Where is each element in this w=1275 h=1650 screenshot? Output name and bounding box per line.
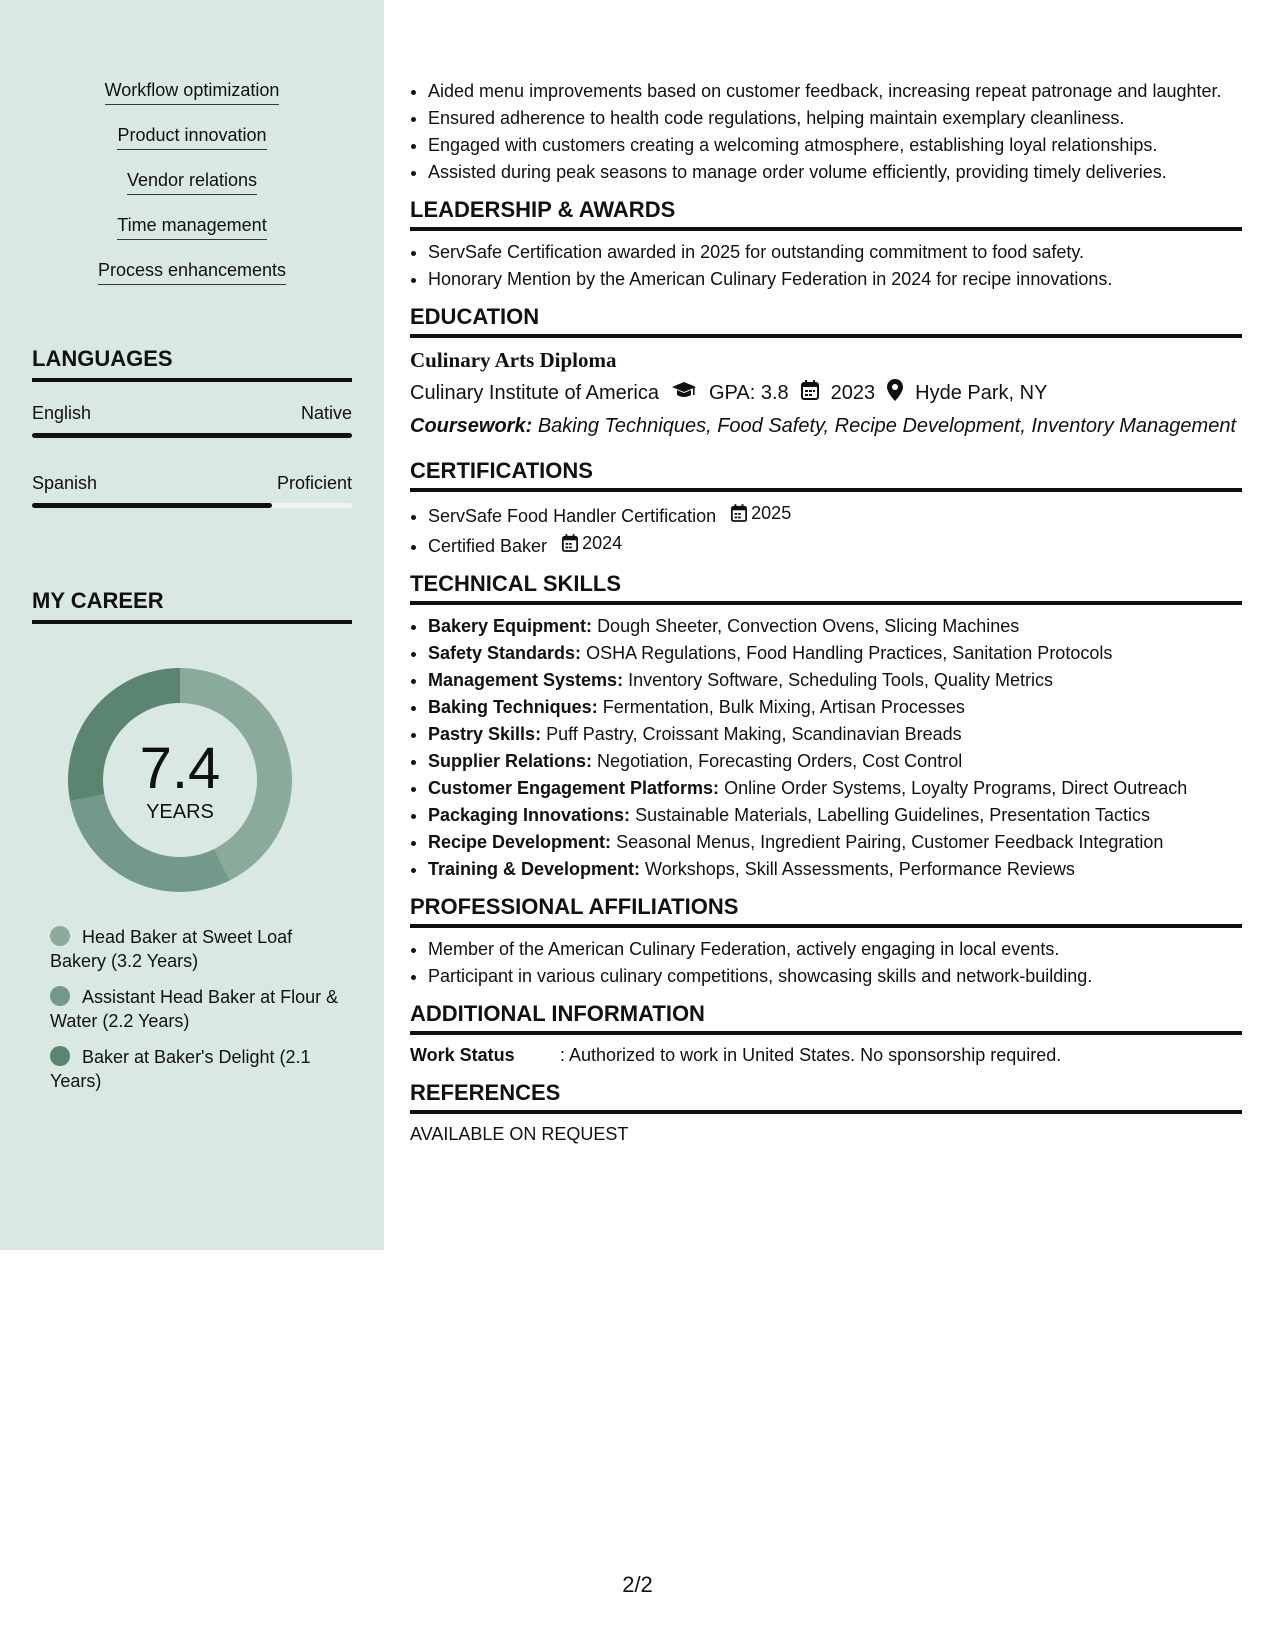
affiliations-heading: PROFESSIONAL AFFILIATIONS bbox=[410, 894, 1242, 928]
experience-bullets bbox=[410, 80, 1242, 183]
calendar-icon bbox=[731, 504, 747, 522]
technical-skills-list bbox=[410, 615, 1242, 880]
skill-item bbox=[428, 696, 1242, 718]
skill-label: Bakery Equipment: bbox=[428, 616, 593, 636]
certifications-list bbox=[410, 502, 1242, 557]
additional-info-heading: ADDITIONAL INFORMATION bbox=[410, 1001, 1242, 1035]
language-row bbox=[32, 473, 352, 494]
skill-label: Training & Development: bbox=[428, 859, 641, 879]
skill-list bbox=[0, 80, 384, 305]
career-unit: YEARS bbox=[146, 801, 214, 823]
legend-dot bbox=[50, 986, 70, 1006]
career-total: 7.4 bbox=[139, 736, 221, 801]
skill-value: Puff Pastry, Croissant Making, Scandinavian Breads bbox=[546, 724, 962, 744]
main-content bbox=[410, 80, 1242, 1145]
legend-dot bbox=[50, 926, 70, 946]
education-heading: EDUCATION bbox=[410, 304, 1242, 338]
technical-skills-heading: TECHNICAL SKILLS bbox=[410, 571, 1242, 605]
graduation-cap-icon bbox=[671, 380, 697, 406]
skill-tag: Process enhancements bbox=[98, 260, 286, 285]
skill-item bbox=[428, 615, 1242, 637]
skill-item bbox=[428, 669, 1242, 691]
language-bar bbox=[32, 433, 352, 438]
skill-item bbox=[428, 858, 1242, 880]
skill-tag: Product innovation bbox=[117, 125, 266, 150]
skill-label: Management Systems: bbox=[428, 670, 624, 690]
skill-value: Sustainable Materials, Labelling Guidelines, Presentation Tactics bbox=[635, 805, 1151, 825]
list-item: • Engaged with customers creating a welcoming atmosphere, establishing loyal relationships. bbox=[428, 134, 1242, 156]
skill-label: Supplier Relations: bbox=[428, 751, 593, 771]
school-location: Hyde Park, NY bbox=[915, 381, 1048, 404]
skill-item bbox=[428, 750, 1242, 772]
skill-value: Online Order Systems, Loyalty Programs, Direct Outreach bbox=[724, 778, 1188, 798]
certification-year: 2025 bbox=[751, 503, 792, 523]
work-status-value: : Authorized to work in United States. No sponsorship required. bbox=[560, 1045, 1062, 1065]
language-row bbox=[32, 403, 352, 424]
references-heading: REFERENCES bbox=[410, 1080, 1242, 1114]
skill-item bbox=[428, 777, 1242, 799]
location-pin-icon bbox=[887, 379, 903, 407]
page-number: 2/2 bbox=[622, 1572, 653, 1597]
skill-value: Fermentation, Bulk Mixing, Artisan Processes bbox=[602, 697, 965, 717]
work-status-label: Work Status bbox=[410, 1045, 515, 1065]
skill-label: Safety Standards: bbox=[428, 643, 582, 663]
list-item: • Aided menu improvements based on customer feedback, increasing repeat patronage and laughter. bbox=[428, 80, 1242, 102]
skill-label: Customer Engagement Platforms: bbox=[428, 778, 720, 798]
leadership-list bbox=[410, 241, 1242, 290]
career-heading: MY CAREER bbox=[32, 588, 352, 624]
skill-value: Seasonal Menus, Ingredient Pairing, Customer Feedback Integration bbox=[616, 832, 1164, 852]
graduation-year: 2023 bbox=[830, 381, 876, 404]
language-bar-fill bbox=[32, 503, 272, 508]
language-bar-fill bbox=[32, 433, 352, 438]
sidebar bbox=[0, 0, 384, 1250]
certification-item bbox=[428, 502, 1242, 527]
coursework bbox=[410, 415, 1242, 438]
school-name: Culinary Institute of America bbox=[410, 381, 659, 404]
degree-title: Culinary Arts Diploma bbox=[410, 348, 617, 372]
certification-date bbox=[562, 532, 622, 554]
language-level: Proficient bbox=[276, 473, 352, 493]
skill-tag: Vendor relations bbox=[127, 170, 257, 195]
skill-item bbox=[428, 642, 1242, 664]
coursework-label: Coursework: bbox=[410, 415, 533, 437]
list-item: • Member of the American Culinary Federation, actively engaging in local events. bbox=[428, 938, 1242, 960]
skill-value: Inventory Software, Scheduling Tools, Quality Metrics bbox=[628, 670, 1053, 690]
skill-item bbox=[428, 831, 1242, 853]
gpa: GPA: 3.8 bbox=[709, 381, 789, 404]
language-level: Native bbox=[300, 403, 352, 423]
certifications-heading: CERTIFICATIONS bbox=[410, 458, 1242, 492]
education-details bbox=[410, 379, 1242, 407]
references-text: AVAILABLE ON REQUEST bbox=[410, 1124, 629, 1144]
language-bar bbox=[32, 503, 352, 508]
language-name: Spanish bbox=[32, 473, 98, 493]
skill-label: Recipe Development: bbox=[428, 832, 612, 852]
coursework-value: Baking Techniques, Food Safety, Recipe Development, Inventory Management bbox=[537, 415, 1236, 437]
list-item: • Ensured adherence to health code regulations, helping maintain exemplary cleanliness. bbox=[428, 107, 1242, 129]
career-item-label: Assistant Head Baker at Flour & Water (2.2 Years) bbox=[50, 987, 339, 1031]
skill-item bbox=[428, 804, 1242, 826]
affiliations-list bbox=[410, 938, 1242, 987]
calendar-icon bbox=[562, 534, 578, 552]
certification-name: ServSafe Food Handler Certification bbox=[428, 506, 717, 526]
skill-label: Pastry Skills: bbox=[428, 724, 542, 744]
certification-date bbox=[731, 502, 791, 524]
certification-name: Certified Baker bbox=[428, 536, 548, 556]
skill-label: Baking Techniques: bbox=[428, 697, 598, 717]
legend-dot bbox=[50, 1046, 70, 1066]
list-item: • Assisted during peak seasons to manage order volume efficiently, providing timely deliveries. bbox=[428, 161, 1242, 183]
career-donut-chart bbox=[60, 660, 300, 900]
career-item bbox=[50, 1045, 340, 1093]
leadership-heading: LEADERSHIP & AWARDS bbox=[410, 197, 1242, 231]
skill-tag: Workflow optimization bbox=[105, 80, 280, 105]
skill-value: Workshops, Skill Assessments, Performance Reviews bbox=[645, 859, 1075, 879]
calendar-icon bbox=[801, 380, 819, 406]
list-item: • Honorary Mention by the American Culinary Federation in 2024 for recipe innovations. bbox=[428, 268, 1242, 290]
certification-year: 2024 bbox=[582, 533, 623, 553]
languages-heading: LANGUAGES bbox=[32, 346, 352, 382]
career-item bbox=[50, 925, 340, 973]
certification-item bbox=[428, 532, 1242, 557]
language-name: English bbox=[32, 403, 92, 423]
list-item: • Participant in various culinary competitions, showcasing skills and network-building. bbox=[428, 965, 1242, 987]
work-status bbox=[410, 1045, 1242, 1066]
skill-item bbox=[428, 723, 1242, 745]
career-item-label: Baker at Baker's Delight (2.1 Years) bbox=[50, 1047, 311, 1091]
career-legend bbox=[50, 925, 340, 1105]
skill-value: Dough Sheeter, Convection Ovens, Slicing Machines bbox=[597, 616, 1020, 636]
skill-value: OSHA Regulations, Food Handling Practices, Sanitation Protocols bbox=[586, 643, 1113, 663]
skill-tag: Time management bbox=[117, 215, 266, 240]
list-item: • ServSafe Certification awarded in 2025 for outstanding commitment to food safety. bbox=[428, 241, 1242, 263]
skill-label: Packaging Innovations: bbox=[428, 805, 631, 825]
skill-value: Negotiation, Forecasting Orders, Cost Control bbox=[597, 751, 963, 771]
career-item bbox=[50, 985, 340, 1033]
career-item-label: Head Baker at Sweet Loaf Bakery (3.2 Years) bbox=[50, 927, 293, 971]
